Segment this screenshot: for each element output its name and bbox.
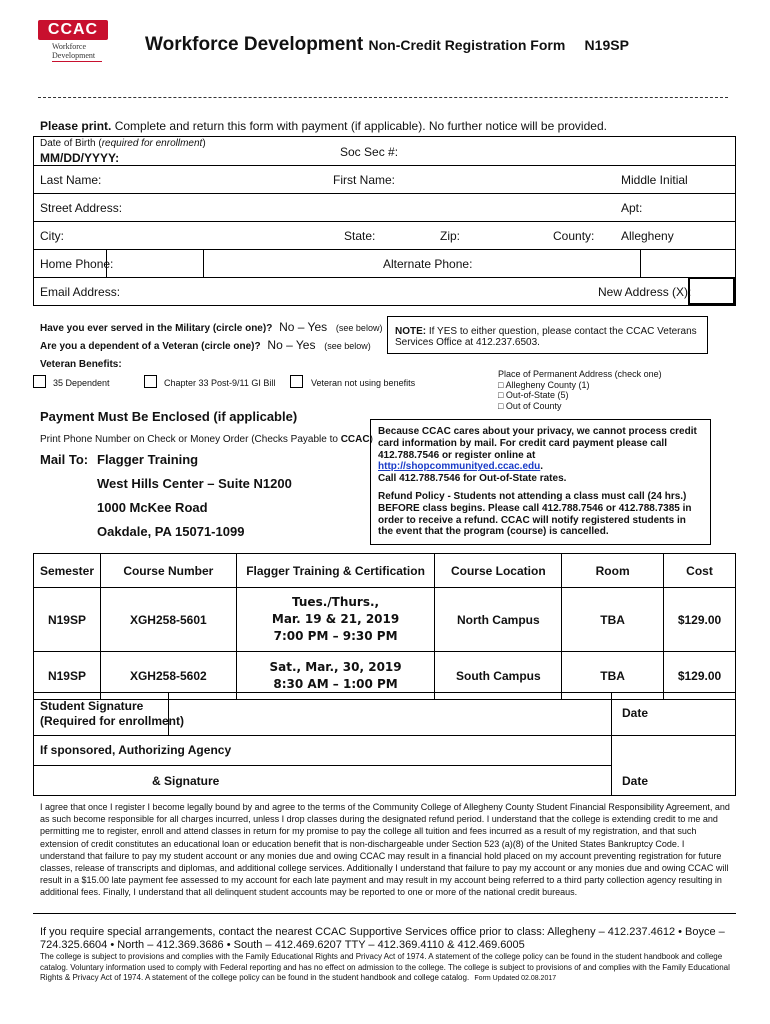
grid-line	[735, 136, 736, 305]
grid-line	[33, 165, 736, 166]
checkbox-35-dependent[interactable]	[33, 375, 46, 388]
email-label: Email Address:	[40, 285, 121, 299]
privacy-refund-box	[370, 419, 711, 545]
opt-not-using: Veteran not using benefits	[311, 378, 416, 388]
cell-schedule: Tues./Thurs., Mar. 19 & 21, 2019 7:00 PM – 9:30 PM	[236, 588, 435, 652]
opt-35-dependent: 35 Dependent	[53, 378, 110, 388]
date-label: Date	[622, 706, 649, 720]
grid-line	[33, 249, 736, 250]
apt-label: Apt:	[621, 201, 643, 215]
mail-addr-3: 1000 McKee Road	[97, 500, 208, 515]
logo-underline	[52, 61, 102, 62]
intro-text: Complete and return this form with payment (if applicable). No further notice will be provided.	[114, 119, 607, 133]
logo-subtitle	[52, 42, 95, 60]
sponsor-signature-label: & Signature	[152, 774, 220, 788]
veteran-benefits-title: Veteran Benefits:	[40, 359, 122, 370]
county-value: Allegheny	[621, 229, 674, 243]
col-course-title: Flagger Training & Certification	[236, 554, 435, 588]
refund-policy: Refund Policy - Students not attending a class must call (24 hrs.) BEFORE class begins. Please call 412.788.7546 or 412.788.7385 in order to receive a refund. CCAC will notify registered students in the event that the program (course) is cancelled.	[378, 490, 692, 538]
grid-line	[33, 221, 736, 222]
checkbox-not-using[interactable]	[290, 375, 303, 388]
mail-addr-2: West Hills Center – Suite N1200	[97, 476, 292, 491]
dob-format: MM/DD/YYYY:	[40, 151, 120, 165]
cell-number: XGH258-5601	[100, 588, 236, 652]
shop-link[interactable]: http://shopcommunityed.ccac.edu	[378, 461, 541, 473]
cell-number: XGH258-5602	[100, 652, 236, 700]
cell-location: North Campus	[435, 588, 562, 652]
perm-title: Place of Permanent Address (check one)	[498, 369, 662, 379]
grid-line	[640, 249, 641, 277]
title-sub: Non-Credit Registration Form	[368, 37, 566, 53]
ssn-label: Soc Sec #:	[340, 145, 399, 159]
sponsor-label: If sponsored, Authorizing Agency	[40, 743, 232, 757]
military-question: Have you ever served in the Military (circle one)? No – Yes (see below)	[40, 320, 383, 334]
col-cost: Cost	[664, 554, 736, 588]
city-label: City:	[40, 229, 64, 243]
col-location: Course Location	[435, 554, 562, 588]
grid-line	[611, 692, 612, 796]
cell-room: TBA	[562, 652, 664, 700]
grid-line	[33, 765, 611, 766]
date-label-2: Date	[622, 774, 649, 788]
course-table	[33, 553, 736, 700]
state-label: State:	[344, 229, 376, 243]
zip-label: Zip:	[440, 229, 461, 243]
table-header-row	[34, 554, 736, 588]
title-main: Workforce Development	[145, 34, 364, 55]
opt-chapter-33: Chapter 33 Post-9/11 GI Bill	[164, 378, 276, 388]
veterans-note: NOTE: If YES to either question, please contact the CCAC Veterans Services Office at 412.237.6503.	[387, 316, 708, 354]
agreement-text: I agree that once I register I become legally bound by and agree to the terms of the Community College of Allegheny County Student Financial Responsibility Agreement, and as such become responsible for all charges incurred, unless I drop classes during the designated refund period. I understand that the college is extending credit to me and permitting me to register, enroll and attend classes in return for my promise to pay the college all tuition and fees incurred as a result of my registration, and that such extension of credit constitutes an educational loan or education benefit that is non-dischargeable under Section 523 (a)(8) of the United States Bankruptcy Code. I understand that failure to pay my student account or any monies due and owing CCAC may result in a financial hold placed on my account preventing registration for future classes, release of transcripts and diplomas, and additional college services. Additionally I understand that failure to pay my account or any monies due and owing CCAC will result in a $15.00 late payment fee assessed to my account for each late payment and may result in my account being referred to a third party collection agency resulting in additional fees. Finally, I understand that all delinquent student accounts may be reported to one or more of the national credit bureaus.	[40, 802, 730, 898]
col-room: Room	[562, 554, 664, 588]
ccac-logo	[38, 20, 108, 66]
permanent-address	[498, 369, 698, 411]
payment-title: Payment Must Be Enclosed (if applicable)	[40, 409, 298, 424]
new-address-label: New Address (X):	[598, 285, 692, 299]
intro-bold: Please print.	[40, 119, 112, 133]
mail-to-label: Mail To:	[40, 452, 89, 467]
grid-line	[33, 735, 736, 736]
col-course-number: Course Number	[100, 554, 236, 588]
logo-sub2: Development	[52, 51, 96, 60]
dob-label: Date of Birth (required for enrollment)	[40, 138, 206, 149]
cell-cost: $129.00	[664, 652, 736, 700]
grid-line	[33, 277, 736, 278]
title-term: N19SP	[584, 37, 629, 53]
alt-phone-label: Alternate Phone:	[383, 257, 473, 271]
home-phone-label: Home Phone:	[40, 257, 114, 271]
grid-line	[33, 136, 34, 305]
grid-line	[203, 249, 204, 277]
cell-cost: $129.00	[664, 588, 736, 652]
footer-rule	[33, 913, 736, 914]
cell-semester: N19SP	[34, 588, 101, 652]
perm-out-of-state[interactable]: □ Out-of-State (5)	[498, 390, 569, 400]
cut-line	[38, 97, 728, 98]
grid-line	[33, 193, 736, 194]
first-name-label: First Name:	[333, 173, 396, 187]
county-label: County:	[553, 229, 595, 243]
mail-addr-4: Oakdale, PA 15071-1099	[97, 524, 245, 539]
checkbox-chapter-33[interactable]	[144, 375, 157, 388]
form-title	[145, 34, 629, 56]
logo-sub1: Workforce	[52, 42, 87, 51]
intro-line	[40, 119, 607, 133]
table-row[interactable]	[34, 588, 736, 652]
perm-out-of-county[interactable]: □ Out of County	[498, 400, 562, 411]
perm-allegheny[interactable]: □ Allegheny County (1)	[498, 379, 590, 390]
print-phone-line: Print Phone Number on Check or Money Order (Checks Payable to CCAC)	[40, 434, 373, 445]
grid-line	[33, 136, 736, 137]
logo-brand: CCAC	[38, 20, 108, 40]
legal-notice: The college is subject to provisions and complies with the Family Educational Rights and Privacy Act of 1974. A statement of the college policy can be found in the student handbook and college catalog. Voluntary information used to comply with Federal reporting and has no effect on admission to the college. The college is subject to provisions of and complies with the Family Educational Rights & Privacy Act of 1974. A statement of the college policy can be found in the student handbook and college catalog. Form Updated 02.08.2017	[40, 952, 730, 982]
cell-schedule: Sat., Mar., 30, 2019 8:30 AM – 1:00 PM	[236, 652, 435, 700]
cell-semester: N19SP	[34, 652, 101, 700]
mail-addr-1: Flagger Training	[97, 452, 199, 467]
cell-location: South Campus	[435, 652, 562, 700]
dependent-question: Are you a dependent of a Veteran (circle one)? No – Yes (see below)	[40, 338, 371, 352]
out-of-state-rates: Call 412.788.7546 for Out-of-State rates.	[378, 473, 567, 485]
cell-room: TBA	[562, 588, 664, 652]
col-semester: Semester	[34, 554, 101, 588]
grid-line	[33, 305, 736, 306]
street-label: Street Address:	[40, 201, 123, 215]
last-name-label: Last Name:	[40, 173, 102, 187]
middle-initial-label: Middle Initial	[621, 173, 688, 187]
privacy-text: Because CCAC cares about your privacy, we cannot process credit card information by mail. For credit card payment please call 412.788.7546 or register online at http://shopcommunityed.ccac.edu.	[378, 426, 697, 473]
student-signature-label: Student Signature (Required for enrollment)	[40, 699, 185, 728]
new-address-checkbox[interactable]	[688, 277, 735, 305]
student-signature-field[interactable]	[169, 693, 610, 734]
special-arrangements: If you require special arrangements, contact the nearest CCAC Supportive Services office prior to class: Allegheny – 412.237.4612 • Boyce – 724.325.6604 • North – 412.369.3686 • South – 412.469.6207 TTY – 412.369.4110 & 412.469.6005	[40, 926, 725, 951]
